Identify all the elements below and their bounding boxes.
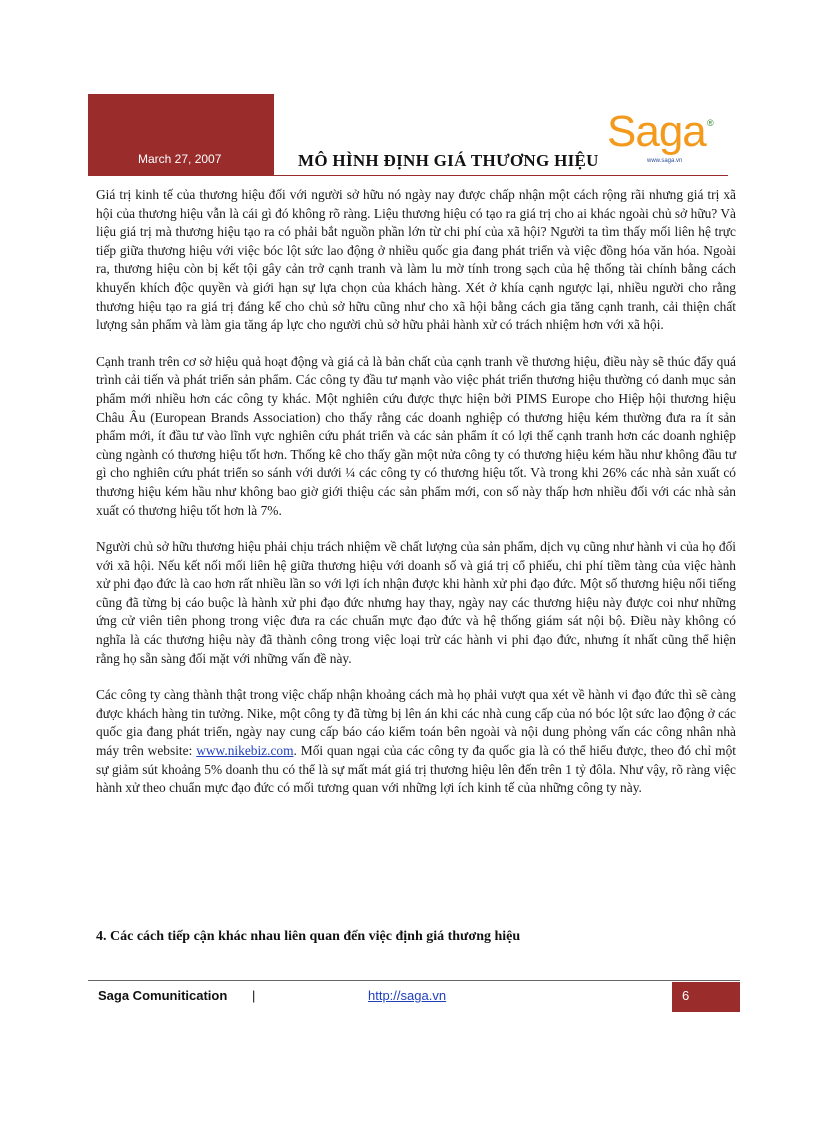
page-number-box [672,982,740,1012]
paragraph-1: Giá trị kinh tế của thương hiệu đối với người sở hữu nó ngày nay được chấp nhận một cách rộng rãi nhưng giá trị xã hội của thương hiệu vẫn là cái gì đó không rõ ràng. Liệu thương hiệu có tạo ra giá trị cho ai khác ngoài chủ sở hữu? Và liệu giá trị mà thương hiệu tạo ra có phải bắt nguồn phần lớn từ chi phí của xã hội? Người ta tìm thấy mối liên hệ trực tiếp giữa thương hiệu với việc bóc lột sức lao động ở nhiều quốc gia đang phát triển và việc đồng hóa văn hóa. Ngoài ra, thương hiệu còn bị kết tội gây cản trở cạnh tranh và làm lu mờ tính trong sạch của hệ thống tài chính bằng cách khuyến khích độc quyền và giới hạn sự lựa chọn của khách hàng. Xét ở khía cạnh ngược lại, nhiều người cho rằng thương hiệu tạo ra giá trị đáng kể cho chủ sở hữu cũng như cho xã hội bằng cách gia tăng cạnh tranh, cải thiện chất lượng sản phẩm và làm gia tăng áp lực cho người chủ sở hữu phải hành xử có trách nhiệm hơn với xã hội. [96,187,736,333]
footer-divider [88,980,740,981]
paragraph-2: Cạnh tranh trên cơ sở hiệu quả hoạt động và giá cả là bản chất của cạnh tranh về thương hiệu, điều này sẽ thúc đẩy quá trình cải tiến và phát triển sản phẩm. Các công ty đầu tư mạnh vào việc phát triển thương hiệu thường có danh mục sản phẩm mới nhiều hơn các công ty khác. Một nghiên cứu được thực hiện bởi PIMS Europe cho Hiệp hội thương hiệu Châu Âu (European Brands Association) cho thấy rằng các doanh nghiệp có thương hiệu kém thường đưa ra ít sản phẩm mới, ít đầu tư vào lĩnh vực nghiên cứu phát triển và các sản phẩm ít có lợi thế cạnh tranh hơn các doanh nghiệp cùng ngành có thương hiệu tốt hơn. Thống kê cho thấy gần một nửa công ty có thương hiệu kém hầu như không đầu tư gì cho nghiên cứu phát triển so sánh với dưới ¼ các công ty có thương hiệu tốt. Và trong khi 26% các nhà sản xuất có thương hiệu kém hầu như không bao giờ giới thiệu các sản phẩm mới, con số này thấp hơn nhiều đối với các nhà sản xuất có thương hiệu tốt hơn là 7%. [96,353,736,518]
footer-separator: | [252,988,256,1003]
logo-url: www.saga.vn [647,158,683,164]
footer-company: Saga Comunitication [98,988,228,1003]
paragraph-4 [96,686,736,798]
logo-wordmark: Saga [607,107,706,156]
paragraph-3: Người chủ sở hữu thương hiệu phải chịu trách nhiệm về chất lượng của sản phẩm, dịch vụ cũng như hành vi của họ đối với xã hội. Nếu kết nối mối liên hệ giữa thương hiệu với doanh số và giá trị cổ phiếu, chi phí tiềm tàng của việc hành xử phi đạo đức là cao hơn rất nhiều lần so với lợi ích nhận được khi hành xử phi đạo đức. Một số thương hiệu nổi tiếng cũng đã từng bị cáo buộc là hành xử phi đạo đức nhưng hay thay, ngày nay các thương hiệu này được coi như những ứng cử viên tiên phong trong việc đưa ra các chuẩn mực đạo đức và hệ thống giám sát nội bộ. Điều này không có nghĩa là các thương hiệu này đã thành công trong việc loại trừ các hành vi phi đạo đức, nhưng ít nhất cũng thể hiện rằng họ sẵn sàng đối mặt với những vấn đề này. [96,539,736,666]
logo-registered-mark: ® [707,118,714,128]
paragraph-4-end: . Mối quan ngại của các công ty đa quốc gia là có thể hiểu được, theo đó chỉ một sự giảm sút khoảng 5% doanh thu có thể là sự mất mát giá trị thương hiệu lên đến trên 1 tỷ đôla. Như vậy, rõ ràng việc hành xử theo chuẩn mực đạo đức có mối tương quan với những lợi ích kinh tế của những công ty này. [96,743,737,796]
document-title: MÔ HÌNH ĐỊNH GIÁ THƯƠNG HIỆU [298,151,599,170]
header-date-block [88,94,274,176]
section-heading: 4. Các cách tiếp cận khác nhau liên quan đến việc định giá thương hiệu [96,929,521,944]
header-date: March 27, 2007 [138,152,222,166]
nikebiz-link[interactable]: www.nikebiz.com [196,743,294,759]
page-number: 6 [682,988,690,1003]
body-text [96,186,736,816]
paragraph-4-start: Các công ty càng thành thật trong việc chấp nhận khoảng cách mà họ phải vượt qua xét về hành vi đạo đức thì sẽ càng được khách hàng tin tưởng. Nike, một công ty đã từng bị lên án khi các nhà cung cấp của nó bóc lột sức lao động ở các quốc gia đang phát triển, ngày nay cung cấp báo cáo kiểm toán bên ngoài và nội dung phỏng vấn các công nhân nhà máy trên website: [96,687,736,759]
header-divider [274,175,728,176]
saga-logo [607,107,727,172]
footer-url-link[interactable]: http://saga.vn [368,988,447,1003]
